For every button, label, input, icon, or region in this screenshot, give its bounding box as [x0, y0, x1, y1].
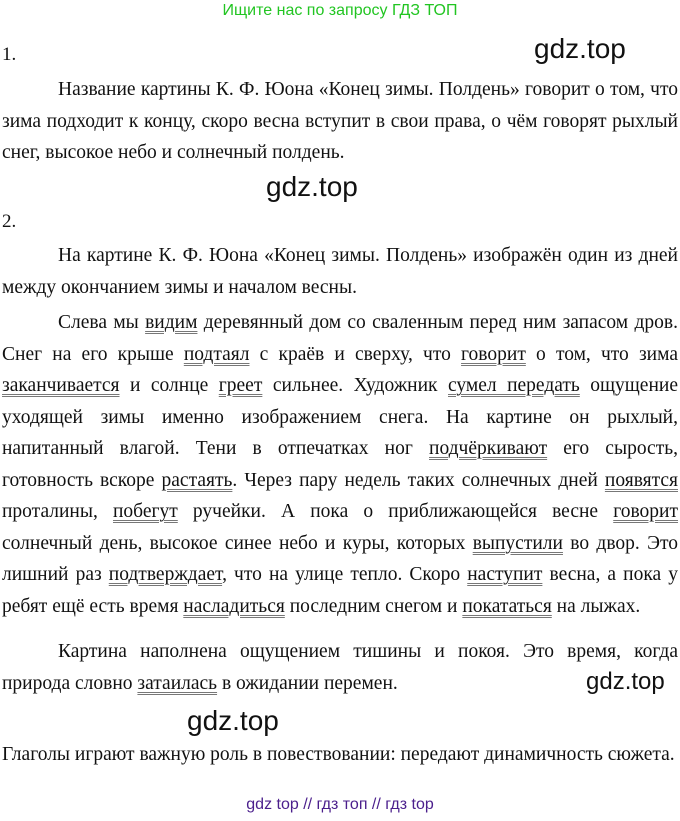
- underlined-verb: выпустили: [472, 532, 563, 554]
- text-run: проталины,: [2, 501, 113, 522]
- text-run: последним снегом и: [284, 595, 463, 617]
- text-run: деревянный дом со сваленным перед ним запасом дров. Снег на его крыше: [2, 312, 678, 365]
- watermark: gdz.top: [266, 171, 358, 202]
- text-run: на лыжах.: [551, 595, 641, 617]
- answer-2-intro: На картине К. Ф. Юона «Конец зимы. Полдень» изображён один из дней между окончанием зимы и началом весны.: [2, 245, 678, 298]
- text-run: в ожидании перемен.: [217, 672, 398, 694]
- underlined-verb: затаилась: [137, 672, 218, 694]
- text-run: и солнце: [119, 375, 219, 396]
- text-run: Картина наполнена ощущением тишины и покоя. Это время, когда природа словно: [2, 641, 678, 694]
- text-run: , что на улице тепло. Скоро: [222, 564, 468, 585]
- watermark: gdz.top: [187, 705, 279, 736]
- underlined-verb: подтверждает: [108, 564, 223, 585]
- text-run: с краёв и сверху, что: [249, 343, 462, 365]
- text-run: сильнее. Художник: [262, 375, 448, 396]
- underlined-verb: подтаял: [183, 343, 250, 365]
- underlined-verb: появятся: [604, 469, 678, 491]
- answer-2-main-paragraph: [2, 307, 678, 622]
- answer-1-paragraph: Название картины К. Ф. Юона «Конец зимы. Полдень» говорит о том, что зима подходит к концу, скоро весна вступит в свои права, о чём говорят рыхлый снег, высокое небо и солнечный полдень.: [2, 79, 678, 163]
- underlined-verb: подчёркивают: [429, 438, 548, 459]
- underlined-verb: греет: [218, 375, 263, 396]
- watermark: gdz.top: [534, 33, 626, 64]
- text-run: Слева мы: [58, 312, 146, 333]
- text-run: во двор. Это лишний раз: [2, 532, 678, 585]
- underlined-verb: заканчивается: [2, 375, 120, 396]
- text-run: его сырость, готовность вскоре: [2, 438, 678, 491]
- underlined-verb: наступит: [467, 564, 543, 585]
- underlined-verb: покататься: [462, 595, 552, 617]
- footer-links[interactable]: gdz top // гдз топ // гдз top: [246, 796, 434, 813]
- text-run: . Через пару недель таких солнечных дней: [232, 469, 605, 491]
- underlined-verb: видим: [145, 312, 198, 333]
- underlined-verb: сумел передать: [448, 375, 580, 396]
- underlined-verb: говорит: [613, 501, 679, 522]
- text-run: о том, что зима: [525, 343, 678, 365]
- watermark: gdz.top: [586, 668, 665, 695]
- answer-2-conclusion: Глаголы играют важную роль в повествовании: передают динамичность сюжета.: [2, 744, 675, 765]
- underlined-verb: растаять: [161, 469, 233, 491]
- answer-2-closing-paragraph: [2, 636, 678, 699]
- text-run: ручейки. А пока о приближающейся весне: [177, 501, 614, 522]
- underlined-verb: насладиться: [183, 595, 285, 617]
- text-run: весна, а пока у ребят ещё есть время: [2, 564, 678, 617]
- text-run: ощущение уходящей зимы именно изображением снега. На картине он рыхлый, напитанный влагой. Тени в отпечатках ног: [2, 375, 678, 459]
- task-number-1: 1.: [2, 44, 17, 65]
- text-run: солнечный день, высокое синее небо и куры, которых: [2, 532, 473, 554]
- underlined-verb: говорит: [461, 343, 526, 365]
- task-number-2: 2.: [2, 211, 17, 232]
- underlined-verb: побегут: [113, 501, 178, 522]
- promo-header: Ищите нас по запросу ГДЗ ТОП: [222, 2, 458, 19]
